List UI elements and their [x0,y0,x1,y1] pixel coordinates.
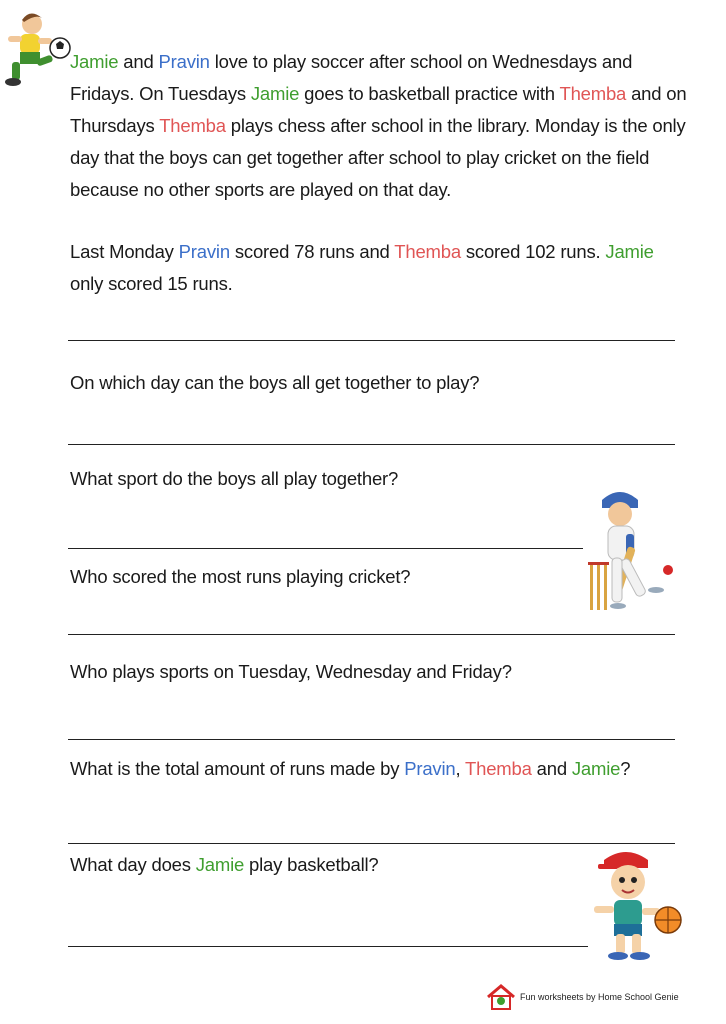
answer-line [68,843,675,844]
answer-line [68,739,675,740]
name-highlight: Themba [159,115,226,136]
footer-text: Fun worksheets by Home School Genie [520,992,679,1002]
text-run: Last Monday [70,241,179,262]
answer-line [68,946,588,947]
text-run: Who plays sports on Tuesday, Wednesday and Friday? [70,661,512,682]
name-highlight: Themba [394,241,461,262]
story-paragraph-1 [70,46,690,206]
cricket-player-icon [582,488,674,618]
text-run: , [455,758,466,779]
text-run: What day does [70,854,196,875]
text-run: goes to basketball practice with [299,83,560,104]
text-run: and [118,51,159,72]
name-highlight: Jamie [250,83,300,104]
basketball-player-icon [586,848,686,964]
name-highlight: Themba [465,758,532,779]
text-run: and on Thursdays [70,83,687,136]
name-highlight: Themba [559,83,627,104]
text-run: scored 78 runs and [229,241,395,262]
name-highlight: Pravin [178,241,230,262]
text-run: love to play soccer after school on Wednesdays and Fridays. On Tuesdays [70,51,633,104]
name-highlight: Jamie [70,51,119,72]
name-highlight: Jamie [605,241,654,262]
question-2 [70,468,398,490]
story-text [70,46,690,300]
home-school-genie-logo-icon [486,983,516,1011]
soccer-player-icon [0,6,74,90]
name-highlight: Pravin [158,51,210,72]
question-3 [70,566,410,588]
question-4 [70,661,512,683]
text-run: plays chess after school in the library. Monday is the only day that the boys can get together after school to play cricket on the field because no other sports are played on that day. [70,115,686,200]
name-highlight: Pravin [404,758,456,779]
text-run: What sport do the boys all play together? [70,468,399,489]
name-highlight: Jamie [195,854,245,875]
answer-line [68,444,675,445]
text-run: What is the total amount of runs made by [70,758,405,779]
name-highlight: Jamie [571,758,621,779]
question-1 [70,372,479,394]
text-run: On which day can the boys all get together to play? [70,372,480,393]
question-6 [70,854,379,876]
question-5 [70,758,630,780]
answer-line [68,634,675,635]
text-run: only scored 15 runs. [70,273,233,294]
text-run: and [531,758,572,779]
text-run: play basketball? [244,854,379,875]
answer-line [68,340,675,341]
text-run: scored 102 runs. [460,241,606,262]
story-paragraph-2 [70,236,690,300]
text-run: Who scored the most runs playing cricket? [70,566,411,587]
footer [486,982,679,1012]
text-run: ? [620,758,631,779]
answer-line [68,548,583,549]
